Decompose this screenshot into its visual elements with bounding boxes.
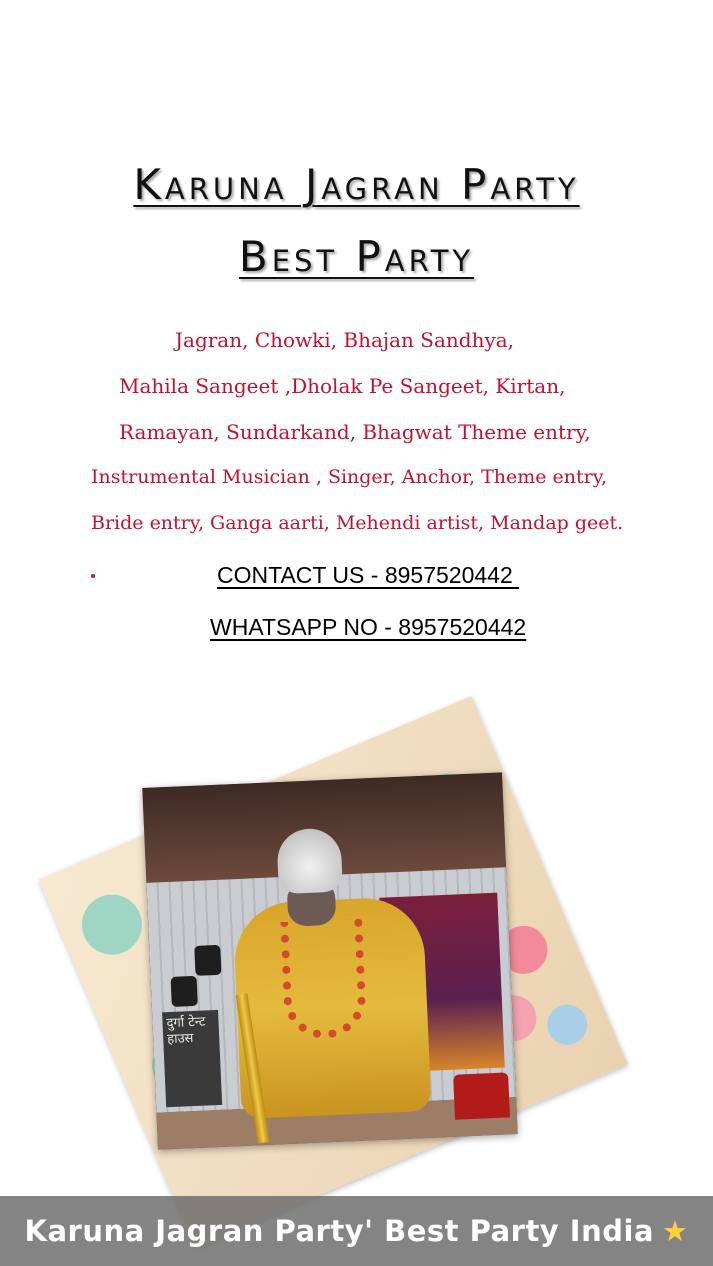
tent-house-sign: दुर्गा टेन्ट हाउस <box>162 1010 222 1107</box>
main-photo <box>142 772 517 1149</box>
photo-collage <box>0 680 713 1200</box>
balloon-decoration <box>541 998 593 1050</box>
chair <box>453 1072 510 1119</box>
bullet-dot <box>91 574 95 578</box>
balloon-decoration <box>73 885 152 964</box>
services-line: Ramayan, Sundarkand, Bhagwat Theme entry, <box>119 420 591 444</box>
page-title: Karuna Jagran Party <box>133 160 580 209</box>
stage-light <box>171 976 198 1007</box>
garland-decoration <box>280 919 367 1040</box>
page-subtitle: Best Party <box>238 232 475 281</box>
services-line: Mahila Sangeet ,Dholak Pe Sangeet, Kirtan, <box>119 374 566 398</box>
services-line: Jagran, Chowki, Bhajan Sandhya, <box>175 328 515 352</box>
caption-bar <box>0 1196 713 1266</box>
star-icon: ★ <box>662 1214 689 1248</box>
stage-light <box>194 945 221 976</box>
services-line: Bride entry, Ganga aarti, Mehendi artist, Mandap geet. <box>91 512 624 534</box>
services-line: Instrumental Musician , Singer, Anchor, Theme entry, <box>91 466 608 488</box>
caption <box>0 1214 713 1248</box>
whatsapp-link[interactable]: WHATSAPP NO - 8957520442 <box>210 614 527 640</box>
caption-text: Karuna Jagran Party' Best Party India <box>24 1214 655 1248</box>
contact-phone-link[interactable]: CONTACT US - 8957520442 <box>217 562 520 588</box>
